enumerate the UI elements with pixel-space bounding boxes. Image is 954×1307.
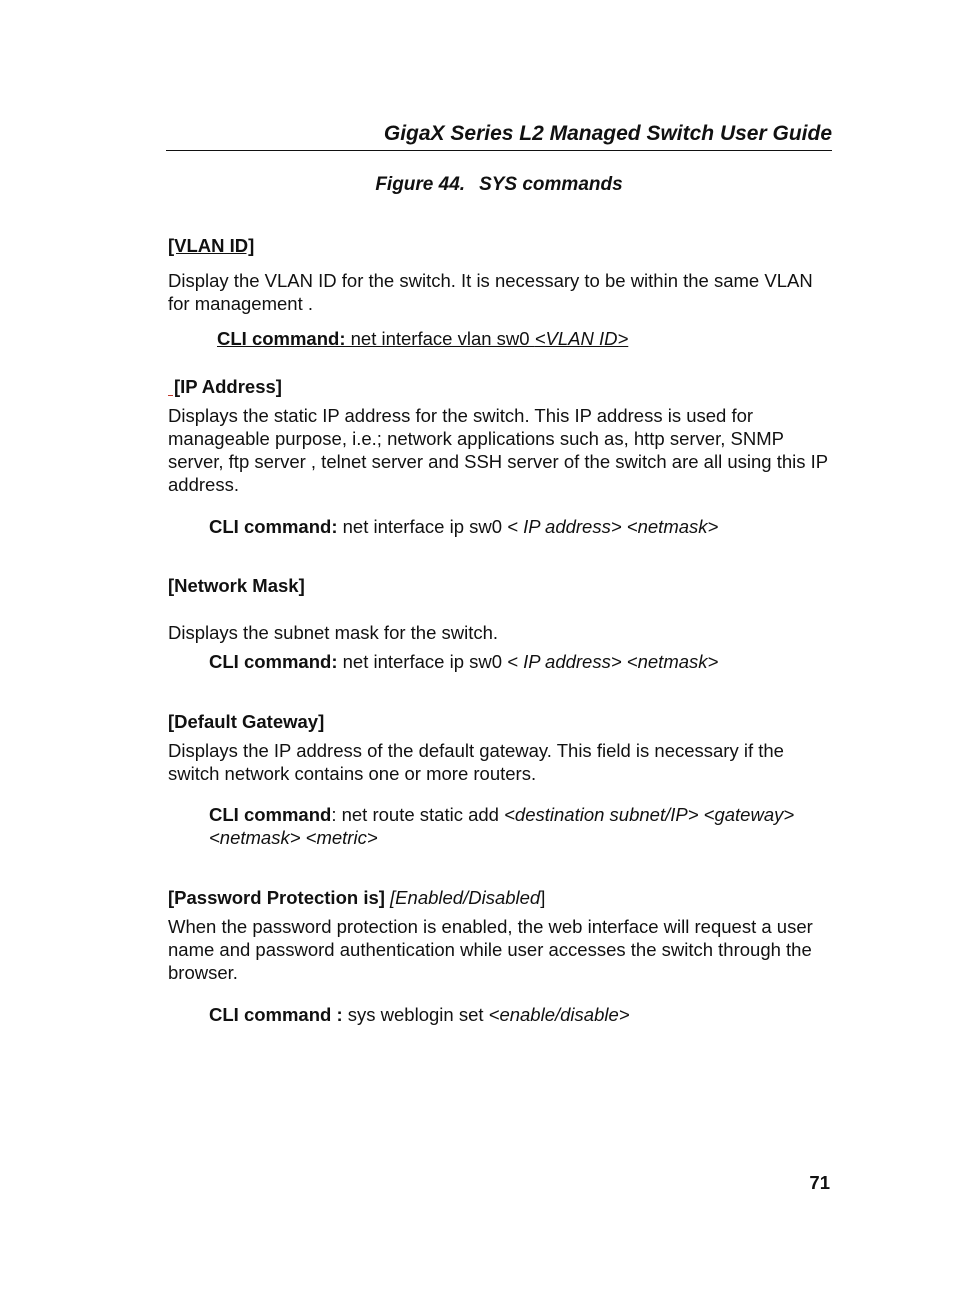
page-number: 71 [809,1172,830,1193]
network-mask-cli-command: CLI command: net interface ip sw0 < IP address> <netmask> [209,651,719,672]
vlan-id-heading: [VLAN ID] [168,235,255,256]
ip-address-description: Displays the static IP address for the switch. This IP address is used for manageable purpose, i.e.; network applications such as, http server, SNMP server, ftp server , telnet server and SSH server of the switch are all using this IP address. [168,405,828,495]
figure-title: SYS commands [479,174,623,195]
vlan-id-cli-command: CLI command: net interface vlan sw0 <VLAN ID> [217,328,629,349]
running-header: GigaX Series L2 Managed Switch User Guide [166,120,832,151]
default-gateway-cli-command: CLI command: net route static add <destination subnet/IP> <gateway> <netmask> <metric> [209,804,795,848]
vlan-id-description: Display the VLAN ID for the switch. It is necessary to be within the same VLAN for management . [168,270,813,314]
figure-caption [166,174,832,196]
ip-address-heading: [IP Address] [168,375,836,398]
network-mask-heading: [Network Mask] [168,575,305,596]
default-gateway-heading: [Default Gateway] [168,711,325,732]
figure-label: Figure 44. [375,174,466,195]
password-protection-heading: [Password Protection is] [Enabled/Disabled] [168,887,546,908]
password-protection-description: When the password protection is enabled, the web interface will request a user name and password authentication while user accesses the switch through the browser. [168,916,813,983]
network-mask-description: Displays the subnet mask for the switch. [168,622,499,643]
default-gateway-description: Displays the IP address of the default gateway. This field is necessary if the switch network contains one or more routers. [168,740,784,784]
revision-mark [168,377,173,396]
ip-address-cli-command: CLI command: net interface ip sw0 < IP address> <netmask> [209,516,719,537]
password-protection-cli-command: CLI command : sys weblogin set <enable/disable> [209,1004,630,1025]
